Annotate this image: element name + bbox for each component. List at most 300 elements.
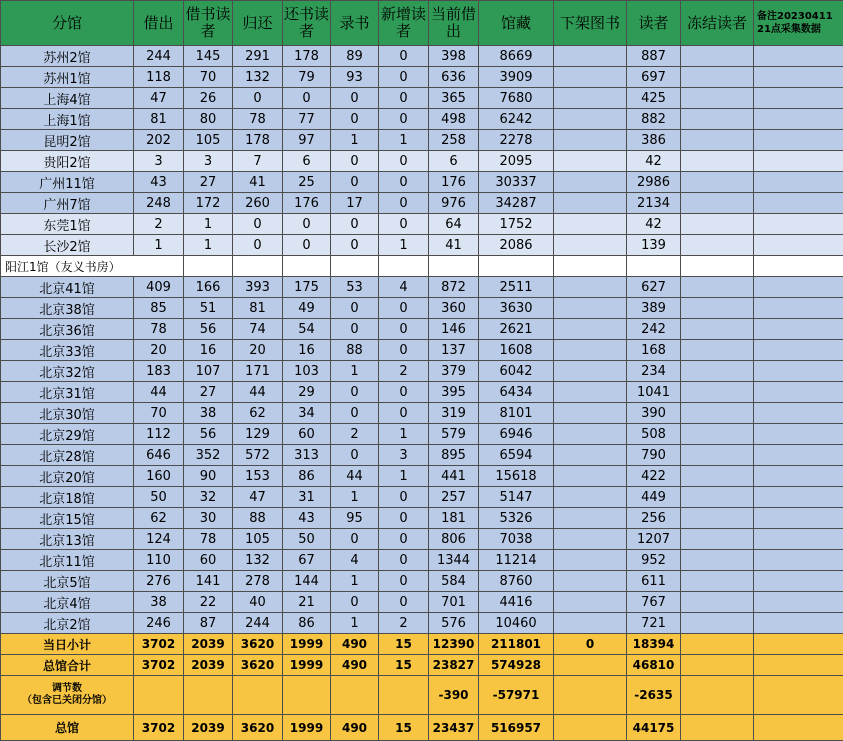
returns-cell[interactable]: 291 [233,46,283,67]
returns-cell[interactable]: 260 [233,193,283,214]
note-cell[interactable] [754,487,843,508]
new-readers-cell[interactable]: 1 [379,235,429,256]
removed-books-cell[interactable] [554,256,627,277]
current-loans-cell[interactable]: 12390 [429,634,479,655]
collection-cell[interactable]: -57971 [479,676,554,715]
loans-cell[interactable]: 248 [134,193,184,214]
collection-cell[interactable]: 5147 [479,487,554,508]
return-readers-cell[interactable]: 34 [283,403,331,424]
returns-cell[interactable]: 244 [233,613,283,634]
returns-cell[interactable] [233,676,283,715]
returns-cell[interactable]: 47 [233,487,283,508]
new-readers-cell[interactable]: 0 [379,340,429,361]
removed-books-cell[interactable] [554,130,627,151]
removed-books-cell[interactable] [554,508,627,529]
loan-readers-cell[interactable]: 2039 [184,634,233,655]
note-cell[interactable] [754,67,843,88]
summary-label-cell[interactable]: 调节数 （包含已关闭分馆） [1,676,134,715]
loan-readers-cell[interactable]: 27 [184,172,233,193]
loan-readers-cell[interactable]: 27 [184,382,233,403]
new-readers-cell[interactable]: 1 [379,130,429,151]
removed-books-cell[interactable] [554,487,627,508]
branch-name-cell[interactable]: 北京4馆 [1,592,134,613]
loans-cell[interactable]: 276 [134,571,184,592]
frozen-readers-cell[interactable] [681,172,754,193]
frozen-readers-cell[interactable] [681,529,754,550]
removed-books-cell[interactable] [554,235,627,256]
return-readers-cell[interactable]: 50 [283,529,331,550]
current-loans-cell[interactable] [429,256,479,277]
readers-cell[interactable]: 790 [627,445,681,466]
new-readers-cell[interactable]: 0 [379,592,429,613]
note-cell[interactable] [754,256,843,277]
new-readers-cell[interactable]: 0 [379,193,429,214]
collection-cell[interactable]: 6434 [479,382,554,403]
cataloged-cell[interactable]: 0 [331,592,379,613]
cataloged-cell[interactable]: 0 [331,445,379,466]
loans-cell[interactable] [134,676,184,715]
removed-books-cell[interactable] [554,46,627,67]
removed-books-cell[interactable] [554,676,627,715]
returns-cell[interactable]: 572 [233,445,283,466]
note-cell[interactable] [754,214,843,235]
frozen-readers-cell[interactable] [681,676,754,715]
collection-cell[interactable]: 516957 [479,715,554,741]
collection-cell[interactable]: 3909 [479,67,554,88]
returns-cell[interactable]: 0 [233,88,283,109]
cataloged-cell[interactable]: 89 [331,46,379,67]
collection-cell[interactable]: 2511 [479,277,554,298]
removed-books-cell[interactable] [554,445,627,466]
loans-cell[interactable]: 43 [134,172,184,193]
readers-cell[interactable]: 46810 [627,655,681,676]
new-readers-cell[interactable]: 0 [379,571,429,592]
cataloged-cell[interactable]: 0 [331,529,379,550]
return-readers-cell[interactable]: 103 [283,361,331,382]
return-readers-cell[interactable]: 0 [283,235,331,256]
branch-name-cell[interactable]: 广州7馆 [1,193,134,214]
frozen-readers-cell[interactable] [681,487,754,508]
cataloged-cell[interactable]: 0 [331,109,379,130]
note-cell[interactable] [754,550,843,571]
note-cell[interactable] [754,319,843,340]
return-readers-cell[interactable]: 49 [283,298,331,319]
returns-cell[interactable]: 3620 [233,634,283,655]
new-readers-cell[interactable] [379,676,429,715]
frozen-readers-cell[interactable] [681,109,754,130]
collection-cell[interactable]: 34287 [479,193,554,214]
branch-name-cell[interactable]: 长沙2馆 [1,235,134,256]
loan-readers-cell[interactable] [184,256,233,277]
cataloged-cell[interactable]: 53 [331,277,379,298]
new-readers-cell[interactable]: 0 [379,487,429,508]
readers-cell[interactable]: 234 [627,361,681,382]
header-loan-readers[interactable]: 借书读者 [184,1,233,46]
note-cell[interactable] [754,151,843,172]
return-readers-cell[interactable]: 79 [283,67,331,88]
cataloged-cell[interactable]: 0 [331,298,379,319]
removed-books-cell[interactable] [554,403,627,424]
frozen-readers-cell[interactable] [681,256,754,277]
loans-cell[interactable]: 246 [134,613,184,634]
removed-books-cell[interactable]: 0 [554,634,627,655]
frozen-readers-cell[interactable] [681,298,754,319]
cataloged-cell[interactable]: 0 [331,214,379,235]
loan-readers-cell[interactable]: 1 [184,214,233,235]
cataloged-cell[interactable]: 490 [331,715,379,741]
note-cell[interactable] [754,466,843,487]
cataloged-cell[interactable]: 0 [331,172,379,193]
note-cell[interactable] [754,715,843,741]
new-readers-cell[interactable]: 0 [379,508,429,529]
collection-cell[interactable]: 8760 [479,571,554,592]
returns-cell[interactable]: 0 [233,235,283,256]
cataloged-cell[interactable] [331,256,379,277]
cataloged-cell[interactable]: 490 [331,655,379,676]
loan-readers-cell[interactable]: 2039 [184,715,233,741]
return-readers-cell[interactable]: 144 [283,571,331,592]
collection-cell[interactable]: 6042 [479,361,554,382]
branch-name-cell[interactable]: 北京2馆 [1,613,134,634]
current-loans-cell[interactable]: 137 [429,340,479,361]
cataloged-cell[interactable]: 17 [331,193,379,214]
cataloged-cell[interactable]: 1 [331,613,379,634]
new-readers-cell[interactable]: 0 [379,214,429,235]
header-removed-books[interactable]: 下架图书 [554,1,627,46]
loans-cell[interactable]: 3702 [134,634,184,655]
removed-books-cell[interactable] [554,298,627,319]
current-loans-cell[interactable]: 872 [429,277,479,298]
loan-readers-cell[interactable]: 2039 [184,655,233,676]
header-new-readers[interactable]: 新增读者 [379,1,429,46]
new-readers-cell[interactable]: 0 [379,46,429,67]
collection-cell[interactable]: 4416 [479,592,554,613]
header-current-loans[interactable]: 当前借出 [429,1,479,46]
cataloged-cell[interactable]: 88 [331,340,379,361]
new-readers-cell[interactable]: 0 [379,550,429,571]
branch-name-cell[interactable]: 北京36馆 [1,319,134,340]
cataloged-cell[interactable]: 1 [331,571,379,592]
collection-cell[interactable]: 574928 [479,655,554,676]
note-cell[interactable] [754,592,843,613]
loan-readers-cell[interactable] [184,676,233,715]
loans-cell[interactable]: 183 [134,361,184,382]
readers-cell[interactable]: 425 [627,88,681,109]
current-loans-cell[interactable]: 398 [429,46,479,67]
current-loans-cell[interactable]: 976 [429,193,479,214]
return-readers-cell[interactable]: 31 [283,487,331,508]
loans-cell[interactable]: 3 [134,151,184,172]
removed-books-cell[interactable] [554,319,627,340]
readers-cell[interactable]: 2986 [627,172,681,193]
removed-books-cell[interactable] [554,550,627,571]
note-cell[interactable] [754,403,843,424]
return-readers-cell[interactable]: 86 [283,466,331,487]
readers-cell[interactable]: 168 [627,340,681,361]
new-readers-cell[interactable]: 0 [379,382,429,403]
collection-cell[interactable]: 6242 [479,109,554,130]
new-readers-cell[interactable]: 15 [379,715,429,741]
cataloged-cell[interactable]: 490 [331,634,379,655]
current-loans-cell[interactable]: 498 [429,109,479,130]
frozen-readers-cell[interactable] [681,361,754,382]
frozen-readers-cell[interactable] [681,277,754,298]
frozen-readers-cell[interactable] [681,130,754,151]
returns-cell[interactable]: 81 [233,298,283,319]
loan-readers-cell[interactable]: 105 [184,130,233,151]
current-loans-cell[interactable]: 576 [429,613,479,634]
note-cell[interactable] [754,508,843,529]
header-note[interactable]: 备注20230411 21点采集数据 [754,1,843,46]
return-readers-cell[interactable]: 97 [283,130,331,151]
loan-readers-cell[interactable]: 80 [184,109,233,130]
new-readers-cell[interactable]: 3 [379,445,429,466]
branch-name-cell[interactable]: 北京5馆 [1,571,134,592]
current-loans-cell[interactable]: 319 [429,403,479,424]
current-loans-cell[interactable]: 701 [429,592,479,613]
loan-readers-cell[interactable]: 352 [184,445,233,466]
current-loans-cell[interactable]: 23437 [429,715,479,741]
collection-cell[interactable]: 2278 [479,130,554,151]
cataloged-cell[interactable]: 1 [331,361,379,382]
returns-cell[interactable]: 88 [233,508,283,529]
loan-readers-cell[interactable]: 78 [184,529,233,550]
branch-name-cell[interactable]: 北京29馆 [1,424,134,445]
loan-readers-cell[interactable]: 22 [184,592,233,613]
readers-cell[interactable]: 18394 [627,634,681,655]
note-cell[interactable] [754,109,843,130]
frozen-readers-cell[interactable] [681,46,754,67]
note-cell[interactable] [754,424,843,445]
frozen-readers-cell[interactable] [681,67,754,88]
returns-cell[interactable]: 44 [233,382,283,403]
note-cell[interactable] [754,655,843,676]
frozen-readers-cell[interactable] [681,715,754,741]
removed-books-cell[interactable] [554,109,627,130]
returns-cell[interactable]: 0 [233,214,283,235]
collection-cell[interactable]: 15618 [479,466,554,487]
collection-cell[interactable]: 8669 [479,46,554,67]
collection-cell[interactable]: 7038 [479,529,554,550]
cataloged-cell[interactable]: 1 [331,487,379,508]
collection-cell[interactable]: 8101 [479,403,554,424]
new-readers-cell[interactable]: 0 [379,109,429,130]
note-cell[interactable] [754,529,843,550]
return-readers-cell[interactable]: 1999 [283,655,331,676]
frozen-readers-cell[interactable] [681,634,754,655]
loans-cell[interactable]: 38 [134,592,184,613]
cataloged-cell[interactable] [331,676,379,715]
return-readers-cell[interactable]: 178 [283,46,331,67]
frozen-readers-cell[interactable] [681,550,754,571]
returns-cell[interactable]: 40 [233,592,283,613]
frozen-readers-cell[interactable] [681,340,754,361]
removed-books-cell[interactable] [554,529,627,550]
readers-cell[interactable]: 697 [627,67,681,88]
branch-name-cell[interactable]: 上海1馆 [1,109,134,130]
readers-cell[interactable]: 767 [627,592,681,613]
loans-cell[interactable]: 110 [134,550,184,571]
header-cataloged[interactable]: 录书 [331,1,379,46]
loans-cell[interactable]: 85 [134,298,184,319]
loan-readers-cell[interactable]: 16 [184,340,233,361]
removed-books-cell[interactable] [554,172,627,193]
current-loans-cell[interactable]: 181 [429,508,479,529]
collection-cell[interactable]: 1608 [479,340,554,361]
current-loans-cell[interactable]: 395 [429,382,479,403]
branch-name-cell[interactable]: 苏州1馆 [1,67,134,88]
summary-label-cell[interactable]: 总馆 [1,715,134,741]
loan-readers-cell[interactable]: 70 [184,67,233,88]
return-readers-cell[interactable]: 16 [283,340,331,361]
readers-cell[interactable] [627,256,681,277]
collection-cell[interactable]: 7680 [479,88,554,109]
new-readers-cell[interactable]: 15 [379,634,429,655]
cataloged-cell[interactable]: 0 [331,319,379,340]
note-cell[interactable] [754,571,843,592]
cataloged-cell[interactable]: 0 [331,88,379,109]
loans-cell[interactable]: 20 [134,340,184,361]
return-readers-cell[interactable]: 176 [283,193,331,214]
return-readers-cell[interactable]: 25 [283,172,331,193]
readers-cell[interactable]: 44175 [627,715,681,741]
frozen-readers-cell[interactable] [681,319,754,340]
loans-cell[interactable]: 202 [134,130,184,151]
returns-cell[interactable]: 132 [233,550,283,571]
branch-name-cell[interactable]: 阳江1馆（友义书房） [1,256,184,277]
return-readers-cell[interactable]: 0 [283,88,331,109]
return-readers-cell[interactable]: 6 [283,151,331,172]
collection-cell[interactable]: 211801 [479,634,554,655]
branch-name-cell[interactable]: 北京20馆 [1,466,134,487]
readers-cell[interactable]: 422 [627,466,681,487]
collection-cell[interactable]: 11214 [479,550,554,571]
return-readers-cell[interactable]: 0 [283,214,331,235]
returns-cell[interactable]: 129 [233,424,283,445]
cataloged-cell[interactable]: 0 [331,151,379,172]
note-cell[interactable] [754,46,843,67]
note-cell[interactable] [754,361,843,382]
loans-cell[interactable]: 3702 [134,655,184,676]
readers-cell[interactable]: 449 [627,487,681,508]
frozen-readers-cell[interactable] [681,508,754,529]
readers-cell[interactable]: 389 [627,298,681,319]
header-branch[interactable]: 分馆 [1,1,134,46]
loan-readers-cell[interactable]: 1 [184,235,233,256]
frozen-readers-cell[interactable] [681,424,754,445]
cataloged-cell[interactable]: 0 [331,403,379,424]
readers-cell[interactable]: 1207 [627,529,681,550]
loans-cell[interactable]: 44 [134,382,184,403]
current-loans-cell[interactable]: 584 [429,571,479,592]
header-returns[interactable]: 归还 [233,1,283,46]
collection-cell[interactable]: 2086 [479,235,554,256]
header-return-readers[interactable]: 还书读者 [283,1,331,46]
collection-cell[interactable]: 5326 [479,508,554,529]
readers-cell[interactable]: 882 [627,109,681,130]
return-readers-cell[interactable]: 175 [283,277,331,298]
removed-books-cell[interactable] [554,382,627,403]
returns-cell[interactable] [233,256,283,277]
branch-name-cell[interactable]: 北京15馆 [1,508,134,529]
note-cell[interactable] [754,676,843,715]
note-cell[interactable] [754,298,843,319]
collection-cell[interactable]: 6946 [479,424,554,445]
current-loans-cell[interactable]: 441 [429,466,479,487]
frozen-readers-cell[interactable] [681,466,754,487]
returns-cell[interactable]: 7 [233,151,283,172]
loans-cell[interactable]: 118 [134,67,184,88]
branch-name-cell[interactable]: 北京31馆 [1,382,134,403]
new-readers-cell[interactable]: 0 [379,403,429,424]
current-loans-cell[interactable]: 636 [429,67,479,88]
new-readers-cell[interactable]: 2 [379,361,429,382]
current-loans-cell[interactable]: 64 [429,214,479,235]
removed-books-cell[interactable] [554,466,627,487]
readers-cell[interactable]: 721 [627,613,681,634]
frozen-readers-cell[interactable] [681,571,754,592]
loans-cell[interactable]: 160 [134,466,184,487]
loan-readers-cell[interactable]: 56 [184,424,233,445]
loans-cell[interactable]: 50 [134,487,184,508]
note-cell[interactable] [754,193,843,214]
loan-readers-cell[interactable]: 87 [184,613,233,634]
returns-cell[interactable]: 132 [233,67,283,88]
frozen-readers-cell[interactable] [681,235,754,256]
loan-readers-cell[interactable]: 26 [184,88,233,109]
collection-cell[interactable]: 10460 [479,613,554,634]
frozen-readers-cell[interactable] [681,214,754,235]
return-readers-cell[interactable]: 77 [283,109,331,130]
return-readers-cell[interactable]: 21 [283,592,331,613]
current-loans-cell[interactable]: 379 [429,361,479,382]
return-readers-cell[interactable]: 60 [283,424,331,445]
collection-cell[interactable]: 6594 [479,445,554,466]
loan-readers-cell[interactable]: 38 [184,403,233,424]
removed-books-cell[interactable] [554,592,627,613]
current-loans-cell[interactable]: 579 [429,424,479,445]
note-cell[interactable] [754,382,843,403]
returns-cell[interactable]: 278 [233,571,283,592]
returns-cell[interactable]: 393 [233,277,283,298]
loans-cell[interactable]: 409 [134,277,184,298]
readers-cell[interactable]: 256 [627,508,681,529]
branch-name-cell[interactable]: 苏州2馆 [1,46,134,67]
returns-cell[interactable]: 3620 [233,715,283,741]
readers-cell[interactable]: -2635 [627,676,681,715]
returns-cell[interactable]: 3620 [233,655,283,676]
note-cell[interactable] [754,172,843,193]
loans-cell[interactable]: 112 [134,424,184,445]
removed-books-cell[interactable] [554,571,627,592]
note-cell[interactable] [754,130,843,151]
frozen-readers-cell[interactable] [681,592,754,613]
collection-cell[interactable]: 1752 [479,214,554,235]
header-loans[interactable]: 借出 [134,1,184,46]
current-loans-cell[interactable]: 176 [429,172,479,193]
returns-cell[interactable]: 62 [233,403,283,424]
summary-label-cell[interactable]: 当日小计 [1,634,134,655]
readers-cell[interactable]: 42 [627,214,681,235]
loan-readers-cell[interactable]: 145 [184,46,233,67]
removed-books-cell[interactable] [554,193,627,214]
cataloged-cell[interactable]: 1 [331,130,379,151]
removed-books-cell[interactable] [554,88,627,109]
current-loans-cell[interactable]: 23827 [429,655,479,676]
cataloged-cell[interactable]: 95 [331,508,379,529]
branch-name-cell[interactable]: 北京33馆 [1,340,134,361]
removed-books-cell[interactable] [554,715,627,741]
